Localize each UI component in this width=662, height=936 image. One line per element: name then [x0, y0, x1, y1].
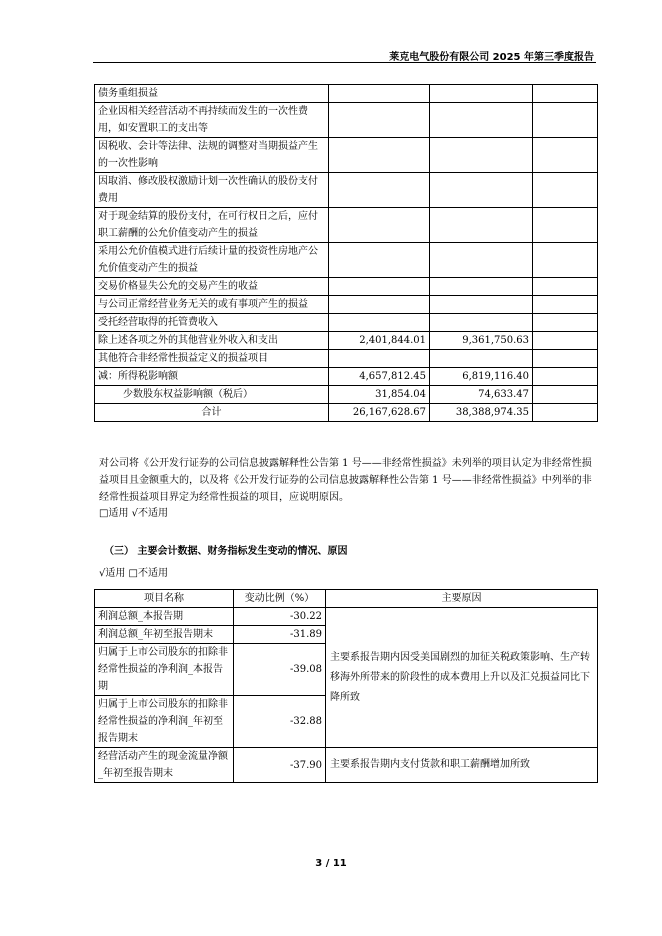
row-note [533, 314, 598, 332]
row-item-name: 减：所得税影响额 [95, 368, 329, 386]
row-note [533, 208, 598, 243]
table-row [95, 404, 598, 422]
item-name: 归属于上市公司股东的扣除非经常性损益的净利润_年初至报告期末 [95, 696, 234, 748]
table-row [95, 608, 598, 626]
row-item-name: 因取消、修改股权激励计划一次性确认的股份支付费用 [95, 173, 329, 208]
page-number: 3 / 11 [315, 858, 347, 869]
item-name: 利润总额_本报告期 [95, 608, 234, 626]
row-ytd-amount [430, 350, 533, 368]
row-item-name: 债务重组损益 [95, 85, 329, 103]
row-item-name: 合计 [95, 404, 329, 422]
item-name: 归属于上市公司股东的扣除非经常性损益的净利润_本报告期 [95, 644, 234, 696]
applicability-checkbox-2: √适用 □不适用 [99, 568, 168, 579]
row-current-period-amount [329, 296, 430, 314]
table-row [95, 138, 598, 173]
table-row [95, 173, 598, 208]
change-ratio: -32.88 [234, 696, 326, 748]
row-note [533, 173, 598, 208]
row-current-period-amount: 26,167,628.67 [329, 404, 430, 422]
row-current-period-amount [329, 350, 430, 368]
section-title: （三） 主要会计数据、财务指标发生变动的情况、原因 [104, 546, 348, 557]
row-item-name: 采用公允价值模式进行后续计量的投资性房地产公允价值变动产生的损益 [95, 243, 329, 278]
row-ytd-amount [430, 314, 533, 332]
row-note [533, 386, 598, 404]
change-ratio: -31.89 [234, 626, 326, 644]
table-row [95, 103, 598, 138]
row-note [533, 85, 598, 103]
row-note [533, 350, 598, 368]
row-ytd-amount: 6,819,116.40 [430, 368, 533, 386]
row-item-name: 与公司正常经营业务无关的或有事项产生的损益 [95, 296, 329, 314]
row-ytd-amount [430, 173, 533, 208]
row-current-period-amount: 2,401,844.01 [329, 332, 430, 350]
table-row [95, 278, 598, 296]
row-current-period-amount [329, 278, 430, 296]
table-row [95, 332, 598, 350]
row-ytd-amount: 74,633.47 [430, 386, 533, 404]
row-ytd-amount [430, 208, 533, 243]
table-row [95, 350, 598, 368]
header-main-reason: 主要原因 [326, 590, 598, 608]
header-rule [93, 62, 596, 63]
row-item-name: 因税收、会计等法律、法规的调整对当期损益产生的一次性影响 [95, 138, 329, 173]
row-note [533, 332, 598, 350]
change-ratio: -37.90 [234, 748, 326, 783]
table-row [95, 243, 598, 278]
row-ytd-amount: 38,388,974.35 [430, 404, 533, 422]
row-current-period-amount: 31,854.04 [329, 386, 430, 404]
row-ytd-amount [430, 103, 533, 138]
row-item-name: 除上述各项之外的其他营业外收入和支出 [95, 332, 329, 350]
table-row [95, 368, 598, 386]
row-ytd-amount [430, 85, 533, 103]
row-current-period-amount [329, 208, 430, 243]
row-ytd-amount [430, 296, 533, 314]
table-row [95, 208, 598, 243]
nonrecurring-note: 对公司将《公开发行证券的公司信息披露解释性公告第 1 号——非经常性损益》未列举的项目认定为非经常性损益项目且金额重大的，以及将《公开发行证券的公司信息披露解释性公告第 1 号——非经常性损益》中列举的非经常性损益项目界定为经常性损益的项目，应说明原因。 [99, 458, 592, 503]
row-current-period-amount [329, 314, 430, 332]
row-note [533, 278, 598, 296]
item-name: 利润总额_年初至报告期末 [95, 626, 234, 644]
change-ratio: -30.22 [234, 608, 326, 626]
row-current-period-amount [329, 243, 430, 278]
header-change-ratio: 变动比例（%） [234, 590, 326, 608]
row-item-name: 其他符合非经常性损益定义的损益项目 [95, 350, 329, 368]
row-ytd-amount [430, 278, 533, 296]
change-ratio: -39.08 [234, 644, 326, 696]
row-note [533, 404, 598, 422]
row-item-name: 受托经营取得的托管费收入 [95, 314, 329, 332]
row-current-period-amount: 4,657,812.45 [329, 368, 430, 386]
applicability-checkbox-1: □适用 √不适用 [99, 508, 168, 519]
item-name: 经营活动产生的现金流量净额_年初至报告期末 [95, 748, 234, 783]
row-note [533, 296, 598, 314]
table-row [95, 85, 598, 103]
row-note [533, 103, 598, 138]
table-row [95, 386, 598, 404]
row-current-period-amount [329, 103, 430, 138]
table-row [95, 296, 598, 314]
row-ytd-amount [430, 138, 533, 173]
row-current-period-amount [329, 138, 430, 173]
row-current-period-amount [329, 173, 430, 208]
row-ytd-amount: 9,361,750.63 [430, 332, 533, 350]
row-item-name: 企业因相关经营活动不再持续而发生的一次性费用，如安置职工的支出等 [95, 103, 329, 138]
report-header-title: 莱克电气股份有限公司 2025 年第三季度报告 [389, 52, 594, 63]
nonrecurring-gains-table [94, 84, 598, 422]
table-row [95, 314, 598, 332]
row-item-name: 对于现金结算的股份支付，在可行权日之后，应付职工薪酬的公允价值变动产生的损益 [95, 208, 329, 243]
row-note [533, 243, 598, 278]
row-current-period-amount [329, 85, 430, 103]
table-header-row [95, 590, 598, 608]
main-reason: 主要系报告期内支付货款和职工薪酬增加所致 [326, 748, 598, 783]
header-item-name: 项目名称 [95, 590, 234, 608]
indicator-changes-table [94, 589, 598, 783]
row-ytd-amount [430, 243, 533, 278]
table-row [95, 748, 598, 783]
main-reason: 主要系报告期内因受美国剧烈的加征关税政策影响、生产转移海外所带来的阶段性的成本费用上升以及汇兑损益同比下降所致 [326, 608, 598, 748]
row-note [533, 138, 598, 173]
row-item-name: 交易价格显失公允的交易产生的收益 [95, 278, 329, 296]
row-item-name: 少数股东权益影响额（税后） [95, 386, 329, 404]
row-note [533, 368, 598, 386]
